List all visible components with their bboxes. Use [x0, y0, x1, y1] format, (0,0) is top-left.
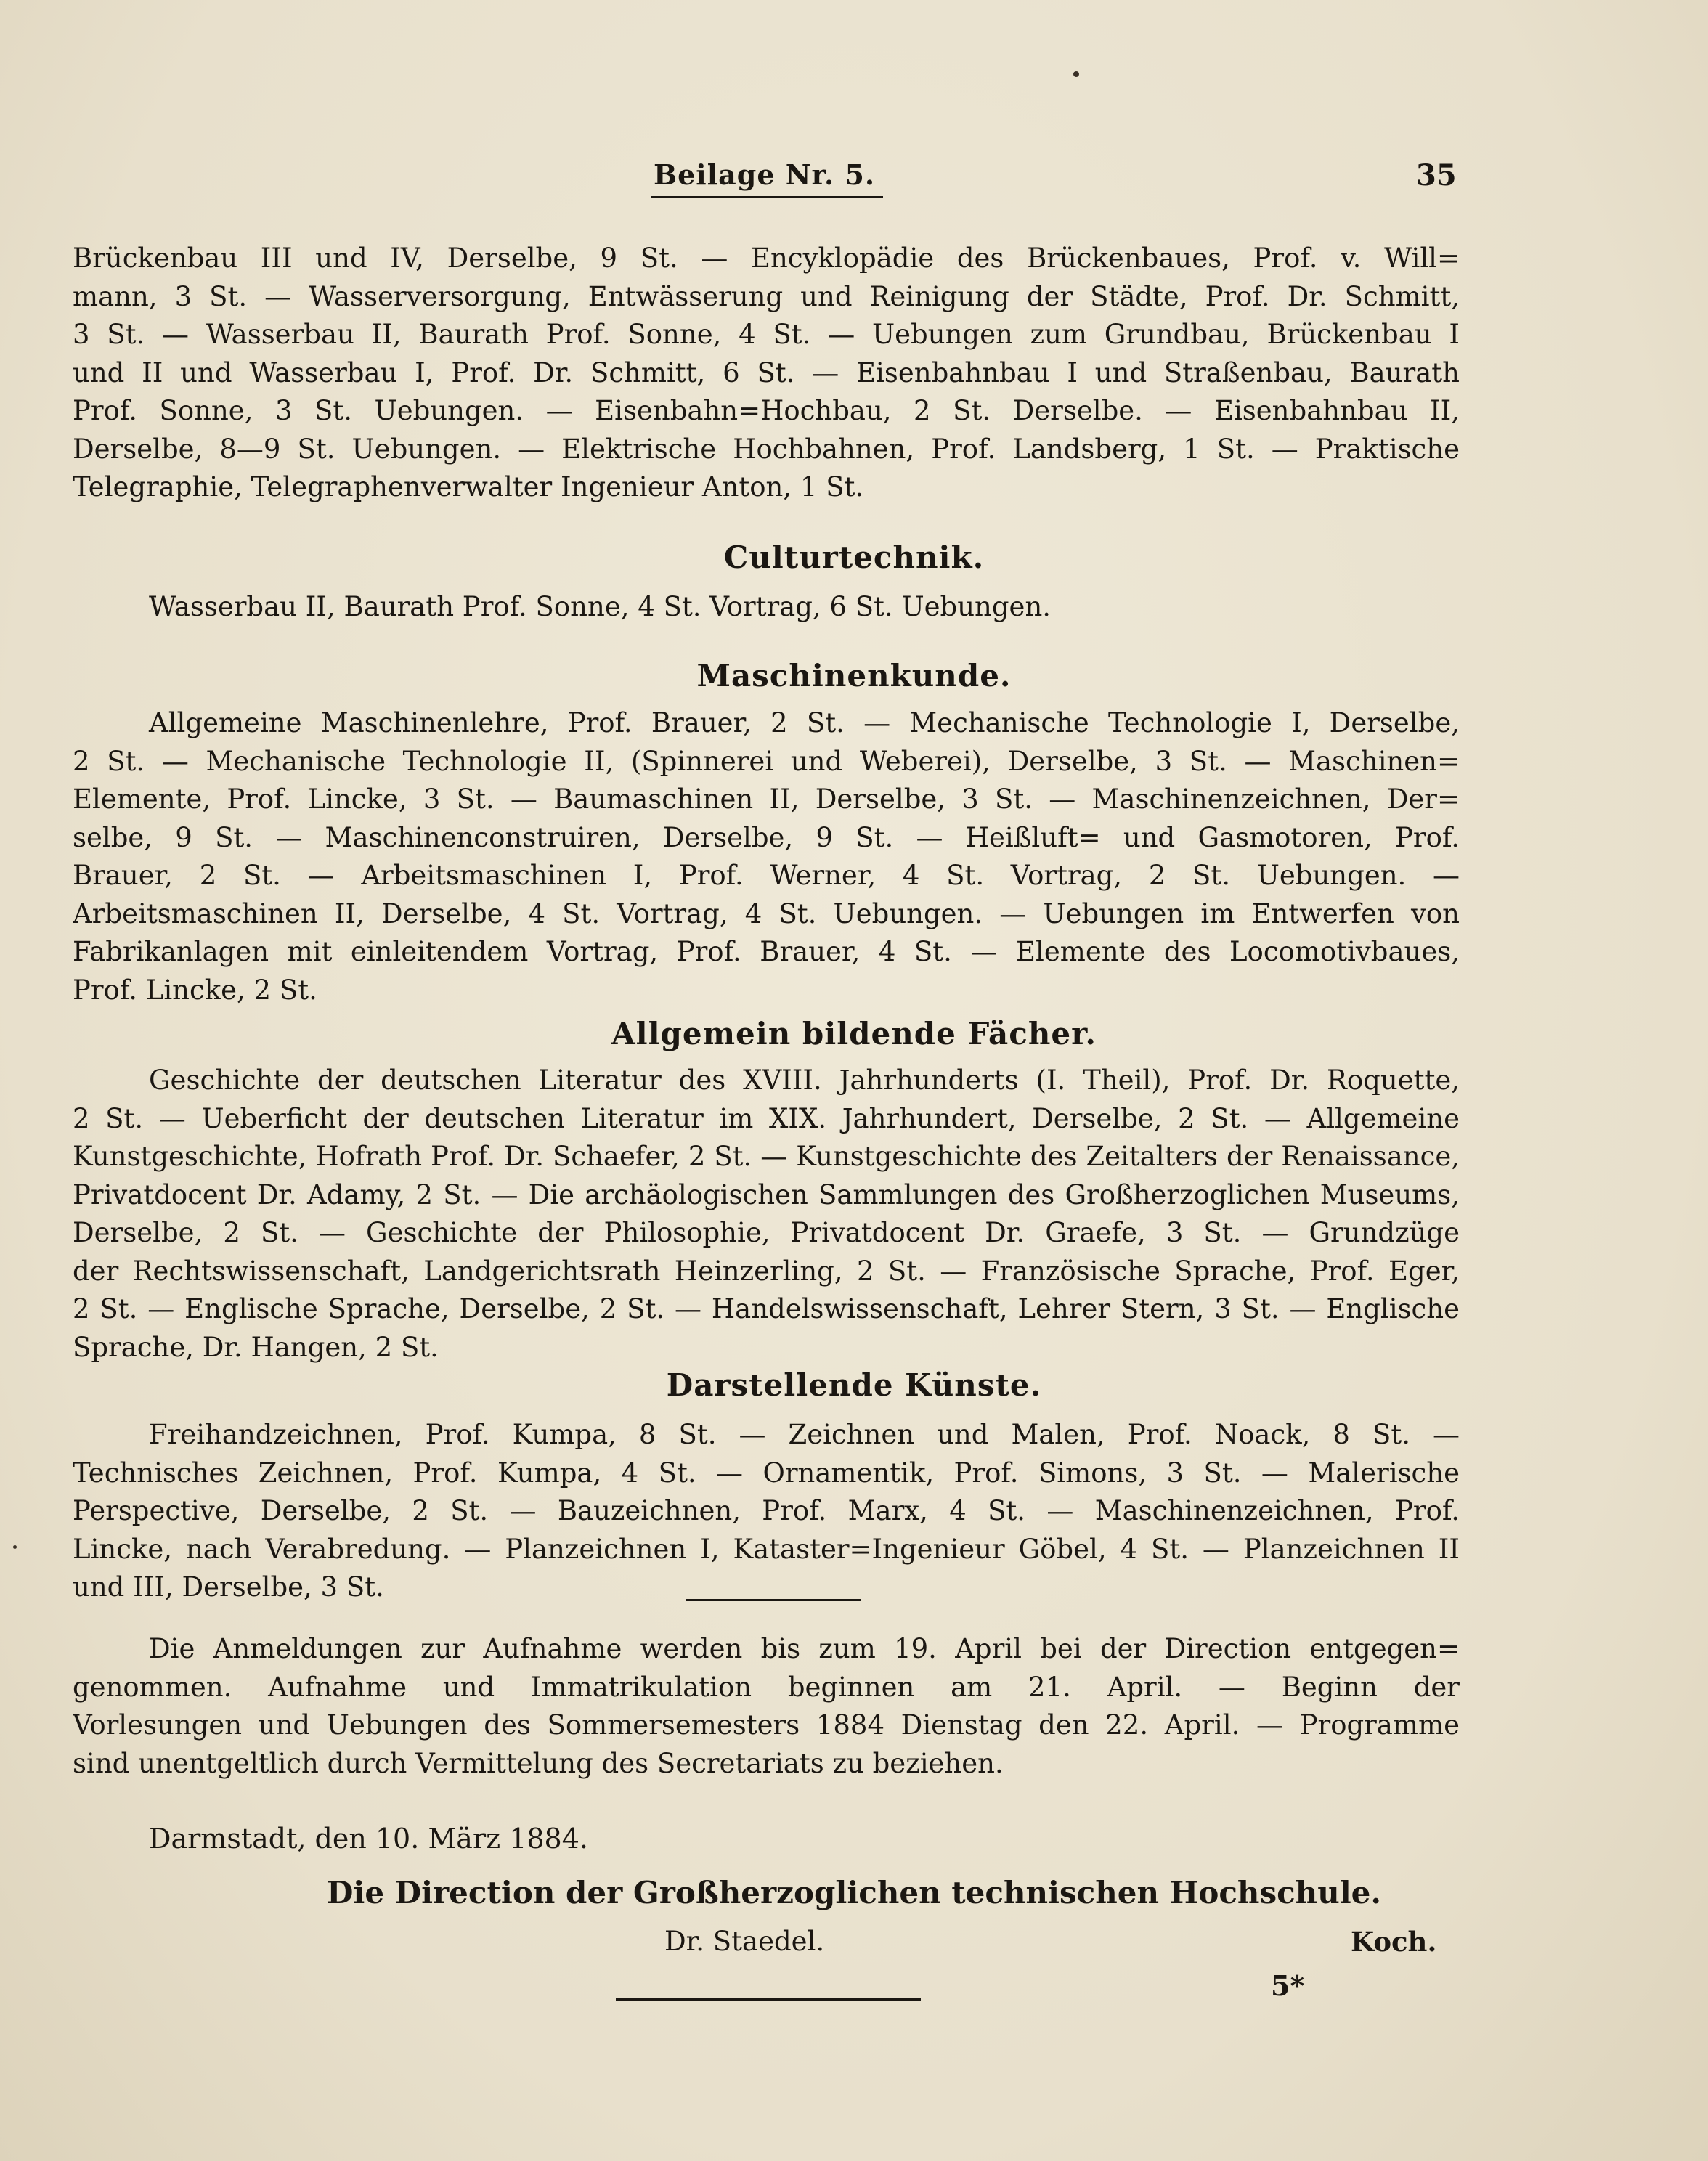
- text-line: Kunstgeschichte, Hofrath Prof. Dr. Schaefer, 2 St. — Kunstgeschichte des Zeitalters der Renaissance,: [73, 1141, 1460, 1172]
- section-divider: [686, 1599, 861, 1601]
- text-line: Geschichte der deutschen Literatur des XVIII. Jahrhunderts (I. Theil), Prof. Dr. Roquette,: [149, 1065, 1460, 1096]
- text-line: sind unentgeltlich durch Vermittelung des Secretariats zu beziehen.: [73, 1747, 1004, 1779]
- section-heading-maschinenkunde: Maschinenkunde.: [696, 658, 1012, 693]
- text-line: genommen. Aufnahme und Immatrikulation beginnen am 21. April. — Beginn der: [73, 1671, 1460, 1703]
- text-line: Fabrikanlagen mit einleitendem Vortrag, Prof. Brauer, 4 St. — Elemente des Locomotivbaues,: [73, 936, 1460, 967]
- text-line: Privatdocent Dr. Adamy, 2 St. — Die archäologischen Sammlungen des Großherzoglichen Museums,: [73, 1179, 1460, 1210]
- text-line: Technisches Zeichnen, Prof. Kumpa, 4 St. — Ornamentik, Prof. Simons, 3 St. — Malerische: [73, 1457, 1460, 1489]
- date-line: Darmstadt, den 10. März 1884.: [149, 1823, 588, 1855]
- text-line: Arbeitsmaschinen II, Derselbe, 4 St. Vortrag, 4 St. Uebungen. — Uebungen im Entwerfen von: [73, 898, 1460, 929]
- direction-signature-line: Die Direction der Großherzoglichen technischen Hochschule.: [326, 1875, 1382, 1910]
- text-line: Perspective, Derselbe, 2 St. — Bauzeichnen, Prof. Marx, 4 St. — Maschinenzeichnen, Prof.: [73, 1495, 1460, 1526]
- maschinenkunde-paragraph: [73, 704, 1460, 1009]
- text-line: Allgemeine Maschinenlehre, Prof. Brauer, 2 St. — Mechanische Technologie I, Derselbe,: [149, 707, 1460, 738]
- bottom-rule: [616, 1998, 921, 2001]
- text-line: Freihandzeichnen, Prof. Kumpa, 8 St. — Zeichnen und Malen, Prof. Noack, 8 St. —: [149, 1419, 1460, 1450]
- section-heading-culturtechnik: Culturtechnik.: [723, 540, 985, 575]
- text-line: Sprache, Dr. Hangen, 2 St.: [73, 1331, 439, 1363]
- culturtechnik-paragraph: [73, 588, 1460, 627]
- ink-speck: [1073, 71, 1079, 77]
- page-number: 35: [1416, 158, 1457, 192]
- text-line: Prof. Lincke, 2 St.: [73, 974, 317, 1006]
- text-line: Brückenbau III und IV, Derselbe, 9 St. — Encyklopädie des Brückenbaues, Prof. v. Will=: [73, 243, 1460, 274]
- section-heading-darstellende: Darstellende Künste.: [666, 1367, 1042, 1403]
- text-line: 2 St. — Mechanische Technologie II, (Spinnerei und Weberei), Derselbe, 3 St. — Maschinen=: [73, 745, 1460, 777]
- text-line: Telegraphie, Telegraphenverwalter Ingenieur Anton, 1 St.: [73, 471, 864, 502]
- text-line: und II und Wasserbau I, Prof. Dr. Schmitt, 6 St. — Eisenbahnbau I und Straßenbau, Baurath: [73, 357, 1460, 388]
- notice-paragraph: [73, 1630, 1460, 1783]
- text-line: Derselbe, 2 St. — Geschichte der Philosophie, Privatdocent Dr. Graefe, 3 St. — Grundzüge: [73, 1217, 1460, 1248]
- text-line: und III, Derselbe, 3 St.: [73, 1571, 384, 1603]
- text-line: 2 St. — Ueberficht der deutschen Literatur im XIX. Jahrhundert, Derselbe, 2 St. — Allgemeine: [73, 1102, 1460, 1134]
- text-line: Elemente, Prof. Lincke, 3 St. — Baumaschinen II, Derselbe, 3 St. — Maschinenzeichnen, Der=: [73, 784, 1460, 815]
- allgemein-paragraph: [73, 1062, 1460, 1367]
- signature-right: Koch.: [1351, 1926, 1437, 1958]
- text-line: Vorlesungen und Uebungen des Sommersemesters 1884 Dienstag den 22. April. — Programme: [73, 1709, 1460, 1741]
- text-line: selbe, 9 St. — Maschinenconstruiren, Derselbe, 9 St. — Heißluft= und Gasmotoren, Prof.: [73, 821, 1460, 853]
- text-line: der Rechtswissenschaft, Landgerichtsrath Heinzerling, 2 St. — Französische Sprache, Prof. Eger,: [73, 1255, 1460, 1287]
- darstellende-paragraph: [73, 1416, 1460, 1607]
- text-line: mann, 3 St. — Wasserversorgung, Entwässerung und Reinigung der Städte, Prof. Dr. Schmitt,: [73, 280, 1460, 312]
- section-heading-allgemein: Allgemein bildende Fächer.: [611, 1016, 1097, 1051]
- text-line: 2 St. — Englische Sprache, Derselbe, 2 St. — Handelswissenschaft, Lehrer Stern, 3 St. — Englische: [73, 1293, 1460, 1324]
- sheet-signature-mark: 5*: [1271, 1969, 1305, 2002]
- text-line: Lincke, nach Verabredung. — Planzeichnen I, Kataster=Ingenieur Göbel, 4 St. — Planzeichnen II: [73, 1533, 1460, 1565]
- signature-left: Dr. Staedel.: [664, 1926, 825, 1957]
- intro-paragraph: [73, 240, 1460, 507]
- text-line: Die Anmeldungen zur Aufnahme werden bis zum 19. April bei der Direction entgegen=: [149, 1633, 1460, 1664]
- text-line: Brauer, 2 St. — Arbeitsmaschinen I, Prof. Werner, 4 St. Vortrag, 2 St. Uebungen. —: [73, 860, 1460, 891]
- header-rule: [651, 196, 883, 198]
- text-line: Wasserbau II, Baurath Prof. Sonne, 4 St. Vortrag, 6 St. Uebungen.: [149, 591, 1052, 622]
- ink-speck: [13, 1545, 17, 1549]
- text-line: Derselbe, 8—9 St. Uebungen. — Elektrische Hochbahnen, Prof. Landsberg, 1 St. — Praktische: [73, 433, 1460, 465]
- text-line: 3 St. — Wasserbau II, Baurath Prof. Sonne, 4 St. — Uebungen zum Grundbau, Brückenbau I: [73, 319, 1460, 350]
- text-line: Prof. Sonne, 3 St. Uebungen. — Eisenbahn=Hochbau, 2 St. Derselbe. — Eisenbahnbau II,: [73, 395, 1460, 426]
- header-title: Beilage Nr. 5.: [654, 158, 876, 191]
